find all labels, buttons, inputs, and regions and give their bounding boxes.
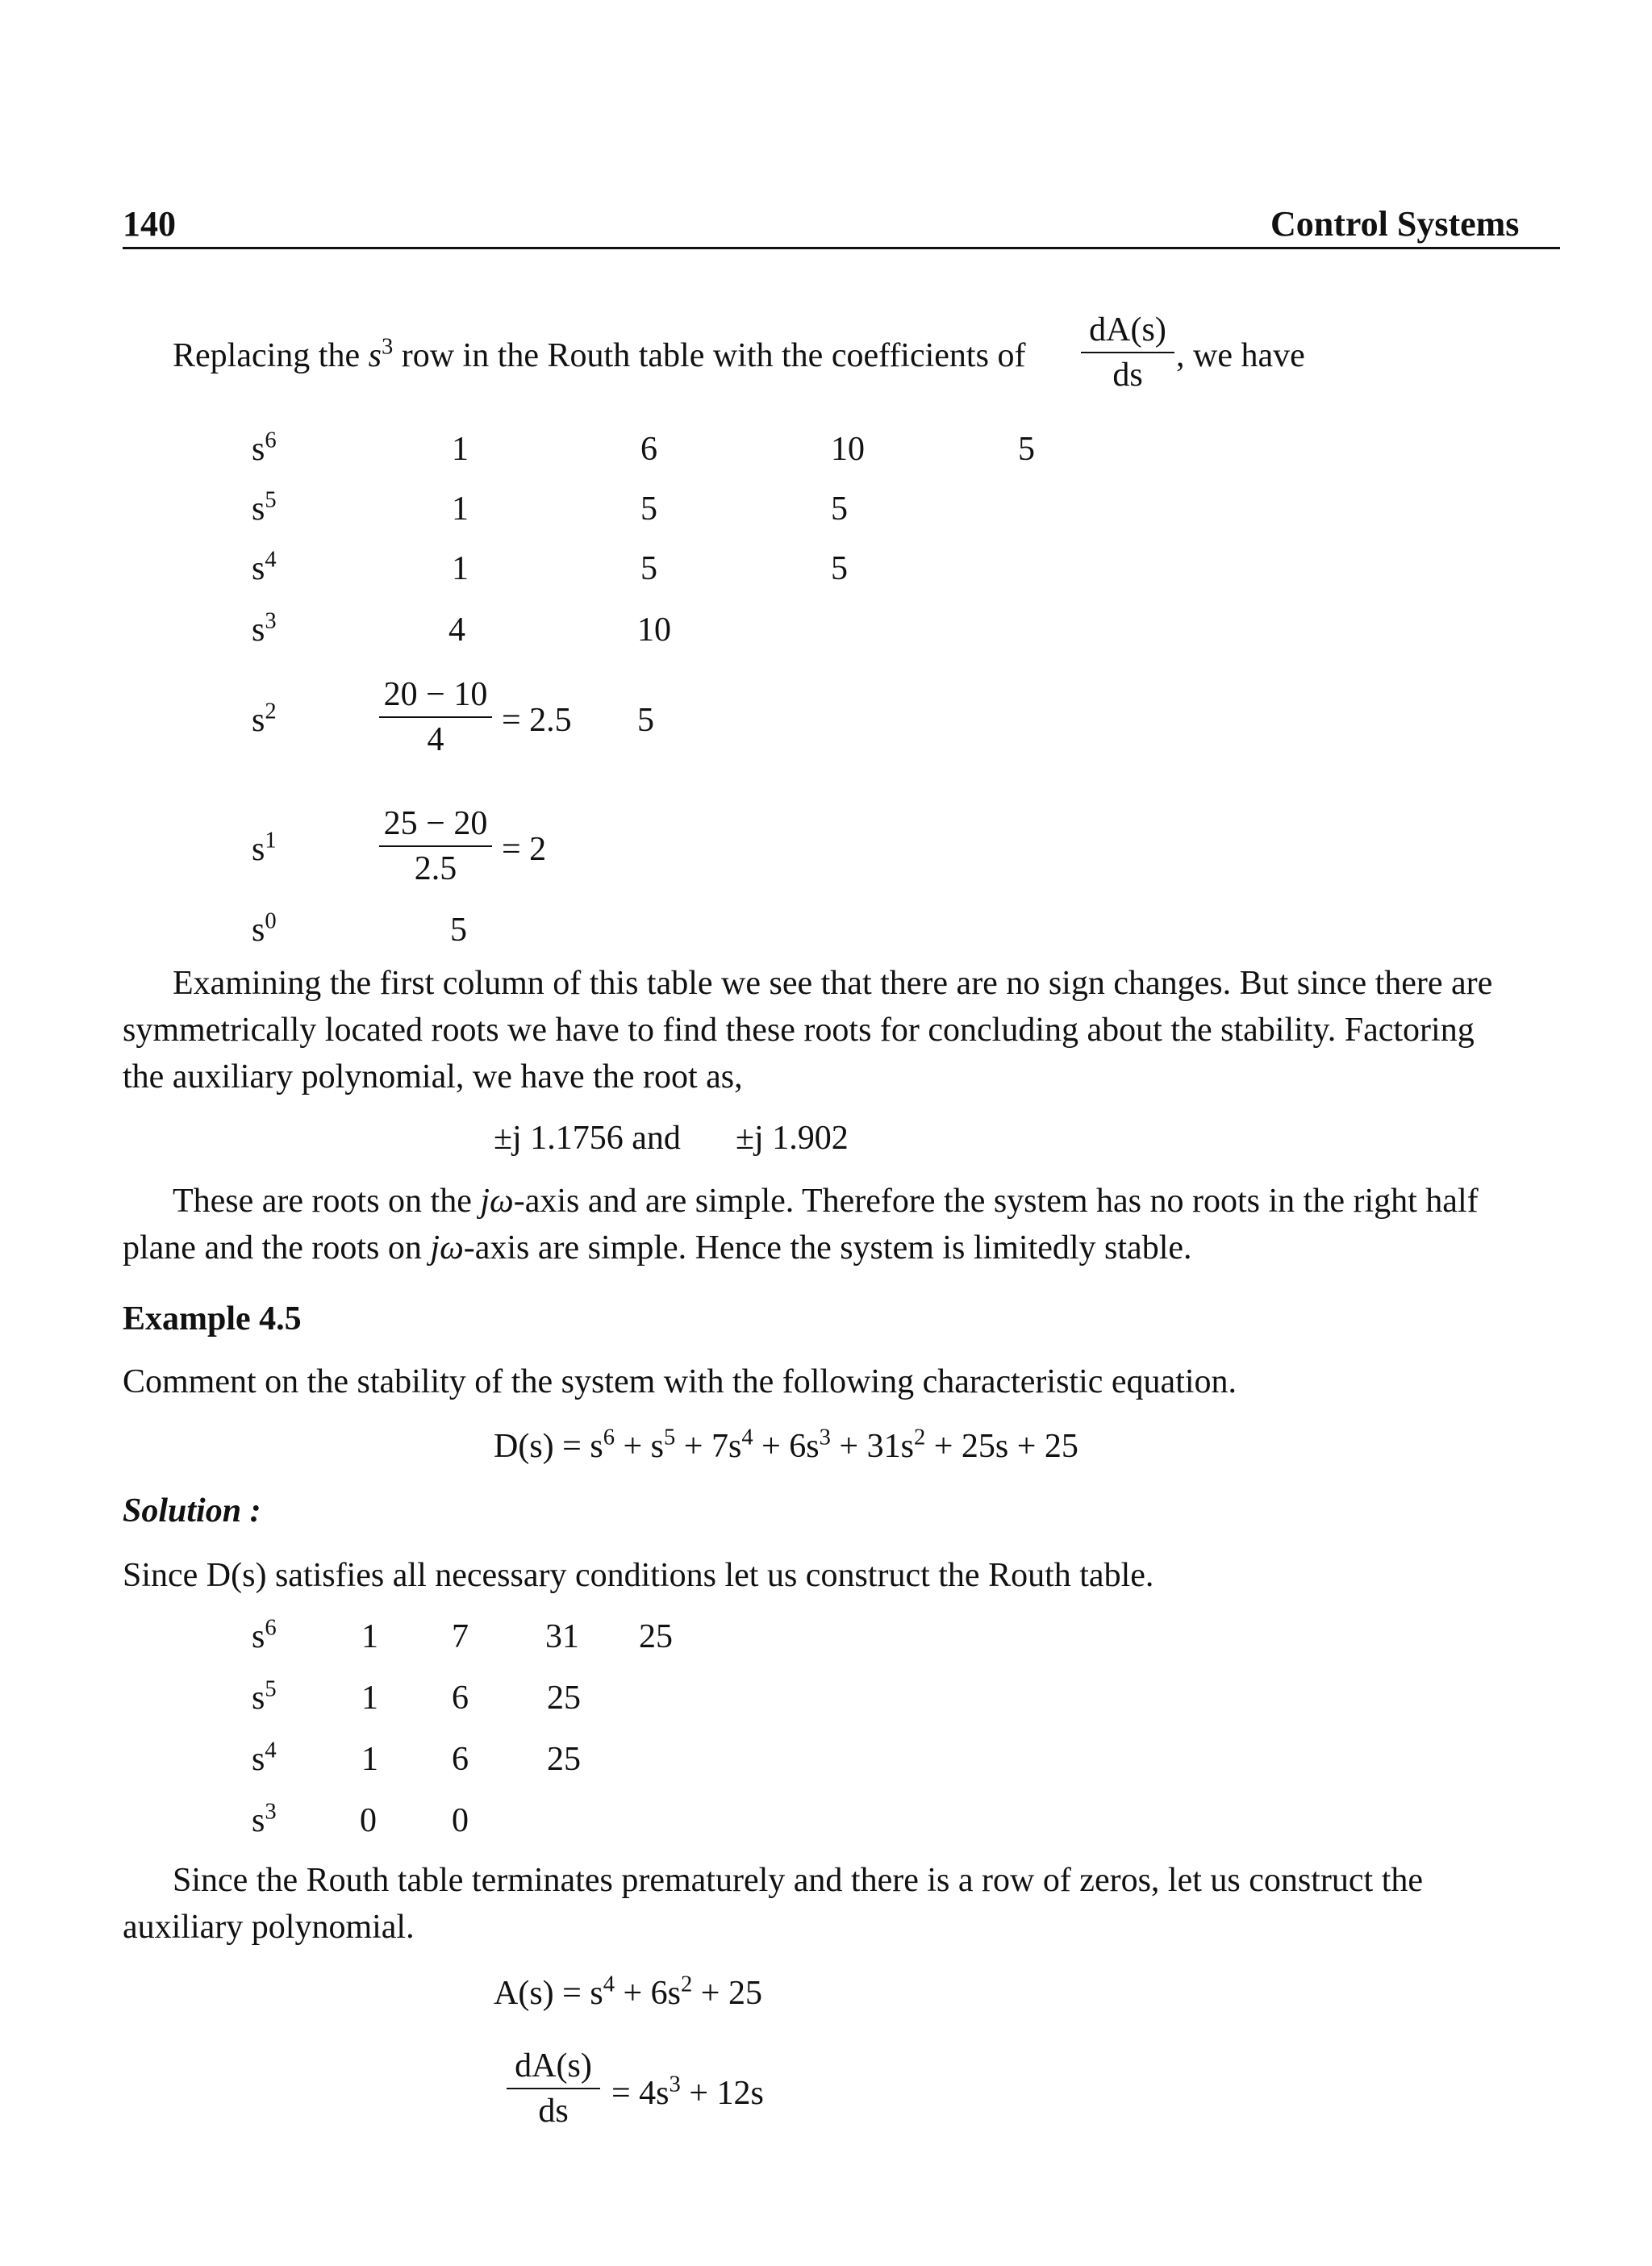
roots-a: ±j 1.1756 and: [494, 1120, 681, 1157]
routh1-cell: 5: [640, 490, 657, 528]
routh1-row-s5: $s^5$: [252, 487, 277, 528]
para1-line2: symmetrically located roots we have to find these roots for concluding about the stability. Factoring: [123, 1012, 1475, 1049]
derivative-rhs: = $4s^3 + 12s$: [611, 2072, 764, 2112]
para1-line3: the auxiliary polynomial, we have the root as,: [123, 1058, 743, 1095]
routh2-row-s5: $s^5$: [252, 1676, 277, 1717]
routh1-cell: 1: [452, 490, 469, 528]
routh1-cell: 1: [452, 550, 469, 587]
derivative-fraction: dA(s) ds: [507, 2049, 600, 2128]
intro-s: s: [368, 337, 382, 374]
characteristic-equation: $D(s) = s^6 + s^5 + 7s^4 + 6s^3 + 31s^2 + 25s + 25$: [494, 1425, 1078, 1465]
routh1-s2-fraction: 20 − 10 4: [379, 678, 492, 757]
intro-frac-num: dA(s): [1089, 311, 1166, 348]
example-heading: Example 4.5: [123, 1300, 302, 1337]
routh1-row-s3: $s^3$: [252, 608, 277, 649]
routh2-row-s4: $s^4$: [252, 1738, 277, 1778]
para1-line1: Examining the first column of this table we see that there are no sign changes. But since there are: [173, 965, 1493, 1002]
routh2-cell: 6: [452, 1741, 469, 1778]
routh2-cell: 25: [547, 1741, 581, 1778]
routh2-cell: 1: [361, 1741, 378, 1778]
routh2-row-s3: $s^3$: [252, 1799, 277, 1839]
routh1-s2-result: = 2.5: [502, 702, 572, 739]
routh2-cell: 1: [361, 1680, 378, 1717]
intro-exp: 3: [381, 334, 394, 360]
routh1-cell: 5: [640, 550, 657, 587]
routh2-cell: 25: [547, 1680, 581, 1717]
routh1-cell: 5: [1018, 431, 1035, 468]
intro-tail: , we have: [1176, 337, 1305, 374]
routh1-row-s6: $s^6$: [252, 428, 277, 468]
running-title: Control Systems: [1270, 204, 1520, 244]
routh1-cell: 5: [831, 490, 848, 528]
paragraph-first-column: [123, 960, 1558, 1100]
routh1-cell: 5: [831, 550, 848, 587]
routh2-cell: 25: [639, 1618, 673, 1655]
routh1-row-s0: $s^0$: [252, 908, 277, 949]
auxiliary-polynomial: $A(s) = s^4 + 6s^2 + 25$: [494, 1972, 762, 2012]
routh2-cell: 7: [452, 1618, 469, 1655]
routh1-cell: 5: [637, 702, 654, 739]
roots-b: ±j 1.902: [736, 1120, 849, 1157]
paragraph-auxiliary: [123, 1857, 1558, 1951]
routh1-cell: 1: [452, 431, 469, 468]
page-number: 140: [123, 204, 176, 244]
routh1-cell: 6: [640, 431, 657, 468]
routh2-cell: 1: [361, 1618, 378, 1655]
intro-fraction: [1081, 313, 1174, 392]
intro-frac-den: ds: [1112, 357, 1143, 394]
para2-line2: plane and the roots on jω-axis are simple. Hence the system is limitedly stable.: [123, 1229, 1192, 1267]
solution-text: Since D(s) satisfies all necessary conditions let us construct the Routh table.: [123, 1557, 1154, 1594]
routh1-cell: 10: [637, 611, 671, 649]
routh2-cell: 31: [545, 1618, 579, 1655]
routh1-cell: 4: [448, 611, 465, 649]
routh1-row-s1: $s^1$: [252, 828, 277, 868]
routh2-row-s6: $s^6$: [252, 1615, 277, 1655]
example-statement: Comment on the stability of the system with the following characteristic equation.: [123, 1363, 1237, 1400]
routh1-s1-result: = 2: [502, 831, 547, 868]
routh2-cell: 0: [360, 1802, 377, 1839]
para3-line2: auxiliary polynomial.: [123, 1909, 415, 1946]
routh2-cell: 0: [452, 1802, 469, 1839]
routh1-s1-fraction: 25 − 20 2.5: [379, 807, 492, 886]
solution-label: Solution :: [123, 1492, 261, 1529]
routh2-cell: 6: [452, 1680, 469, 1717]
intro-line: [173, 334, 1026, 374]
routh1-row-s2: $s^2$: [252, 699, 277, 739]
para3-line1: Since the Routh table terminates prematurely and there is a row of zeros, let us construct the: [173, 1862, 1424, 1899]
intro-text-a: Replacing the: [173, 337, 369, 374]
routh1-row-s4: $s^4$: [252, 547, 277, 587]
para2-line1: These are roots on the jω-axis and are simple. Therefore the system has no roots in the right half: [173, 1183, 1479, 1220]
routh1-cell: 10: [831, 431, 865, 468]
routh1-cell: 5: [450, 912, 467, 949]
intro-text-b: row in the Routh table with the coefficients of: [393, 337, 1026, 374]
header-rule: [123, 247, 1560, 249]
